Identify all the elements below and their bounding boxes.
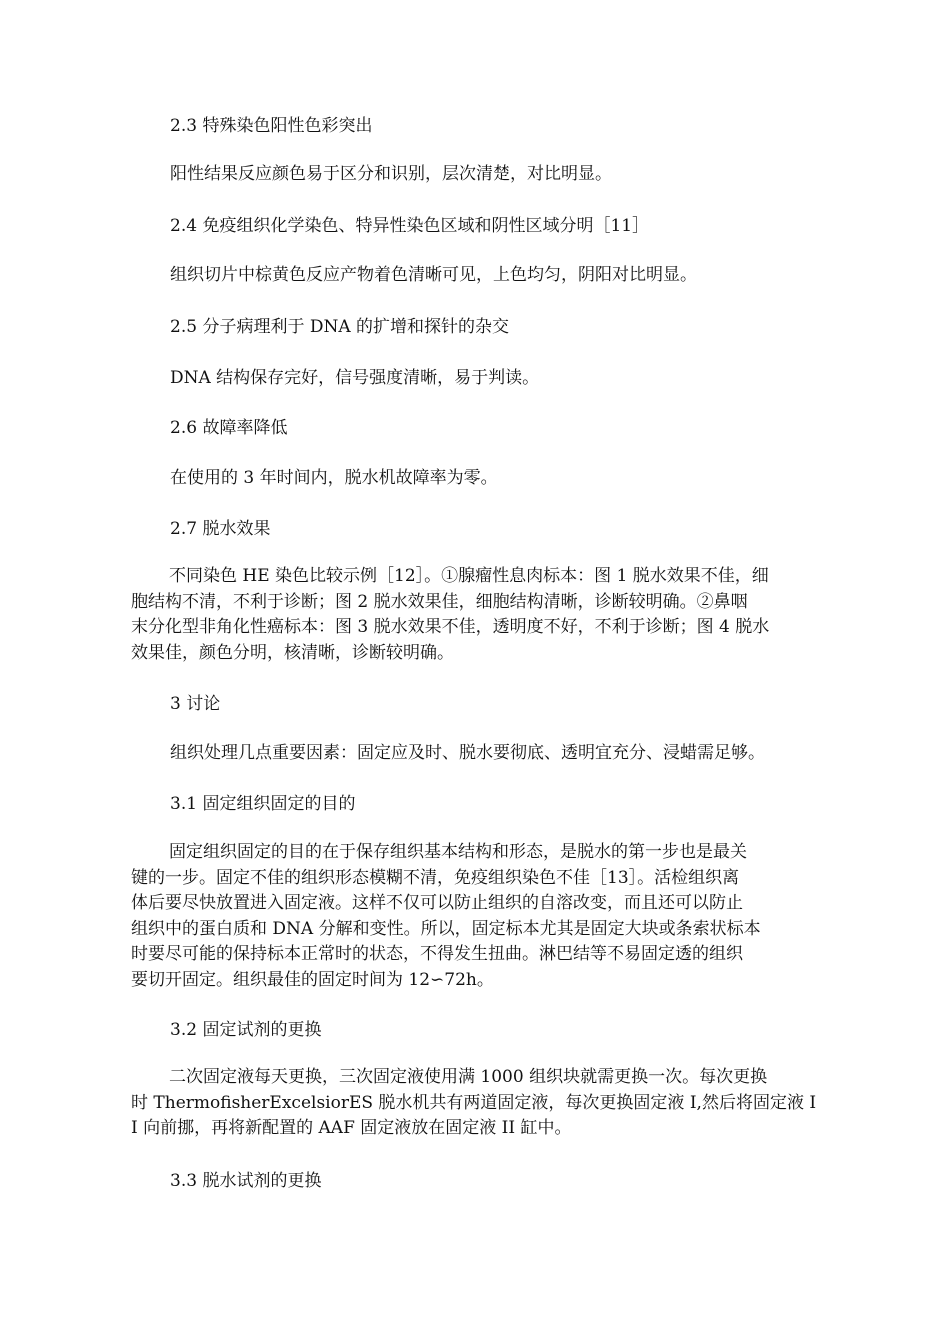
section-2-4-heading: 2.4 免疫组织化学染色、特异性染色区域和阴性区域分明［11］ [170,216,650,236]
paragraph-line: 键的一步。固定不佳的组织形态模糊不清，免疫组织染色不佳［13］。活检组织离 [131,867,740,888]
section-2-7-heading: 2.7 脱水效果 [170,519,271,539]
paragraph-line: 时要尽可能的保持标本正常时的状态，不得发生扭曲。淋巴结等不易固定透的组织 [131,944,743,964]
section-3-1-heading: 3.1 固定组织固定的目的 [170,794,356,814]
paragraph-line: I 向前挪，再将新配置的 AAF 固定液放在固定液 II 缸中。 [131,1118,572,1138]
section-2-5-heading: 2.5 分子病理利于 DNA 的扩增和探针的杂交 [170,317,510,337]
paragraph-line: 胞结构不清，不利于诊断；图 2 脱水效果佳，细胞结构清晰，诊断较明确。②鼻咽 [131,591,748,612]
section-2-6-heading: 2.6 故障率降低 [170,418,288,438]
paragraph-line: 末分化型非角化性癌标本：图 3 脱水效果不佳，透明度不好，不利于诊断；图 4 脱水 [131,617,770,637]
section-2-7-paragraph [131,564,843,666]
paragraph-line: 二次固定液每天更换，三次固定液使用满 1000 组织块就需更换一次。每次更换 [169,1067,768,1087]
section-3-3-heading: 3.3 脱水试剂的更换 [170,1171,322,1191]
section-3-text: 组织处理几点重要因素：固定应及时、脱水要彻底、透明宜充分、浸蜡需足够。 [170,743,765,763]
section-2-3-heading: 2.3 特殊染色阳性色彩突出 [170,116,373,136]
section-3-2-heading: 3.2 固定试剂的更换 [170,1020,322,1040]
section-2-4-text: 组织切片中棕黄色反应产物着色清晰可见，上色均匀，阴阳对比明显。 [170,265,697,285]
paragraph-line: 不同染色 HE 染色比较示例［12］。①腺瘤性息肉标本：图 1 脱水效果不佳，细 [169,566,769,586]
paragraph-line: 固定组织固定的目的在于保存组织基本结构和形态，是脱水的第一步也是最关 [169,842,747,862]
paragraph-line: 时 ThermofisherExcelsiorES 脱水机共有两道固定液，每次更换固定液 I,然后将固定液 I [131,1092,817,1113]
section-3-heading: 3 讨论 [170,694,221,714]
section-2-5-text: DNA 结构保存完好，信号强度清晰，易于判读。 [170,368,540,388]
paragraph-line: 要切开固定。组织最佳的固定时间为 12∽72h。 [131,969,494,990]
paragraph-line: 体后要尽快放置进入固定液。这样不仅可以防止组织的自溶改变，而且还可以防止 [131,893,743,913]
paragraph-line: 效果佳，颜色分明，核清晰，诊断较明确。 [131,642,454,663]
paragraph-line: 组织中的蛋白质和 DNA 分解和变性。所以，固定标本尤其是固定大块或条索状标本 [131,918,761,939]
section-2-6-text: 在使用的 3 年时间内，脱水机故障率为零。 [170,468,498,488]
section-2-3-text: 阳性结果反应颜色易于区分和识别，层次清楚，对比明显。 [170,164,612,184]
section-3-2-paragraph [131,1065,843,1142]
section-3-1-paragraph [131,840,843,993]
